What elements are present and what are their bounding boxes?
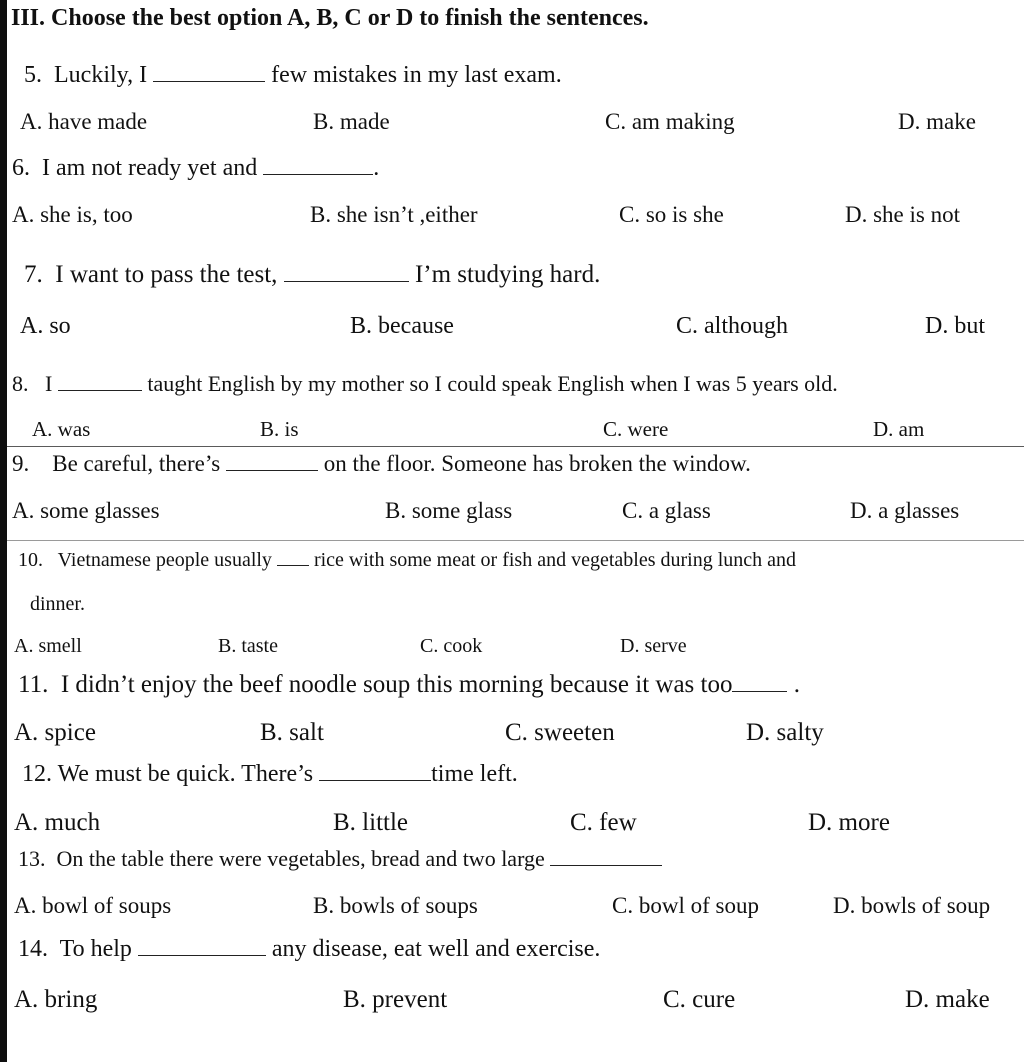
question-text-after: . <box>373 155 380 181</box>
option-b: B. is <box>260 417 299 441</box>
option-a: A. have made <box>20 109 148 134</box>
option-d: D. she is not <box>845 202 960 227</box>
answer-blank <box>550 864 662 866</box>
option-d: D. salty <box>746 719 824 746</box>
question-text-before: I am not ready yet and <box>42 155 258 181</box>
section-heading: III. Choose the best option A, B, C or D to finish the sentences. <box>11 5 649 31</box>
question-text-after: on the floor. Someone has broken the window. <box>323 451 751 476</box>
option-b: B. bowls of soups <box>313 893 478 918</box>
question-text-after: taught English by my mother so I could speak English when I was 5 years old. <box>147 371 838 396</box>
question-number: 9. <box>12 451 30 476</box>
option-b: B. taste <box>218 635 278 657</box>
option-b: B. she isn’t ,either <box>310 202 478 227</box>
answer-blank <box>138 954 266 956</box>
question-9 <box>12 452 751 475</box>
question-text-before: I want to pass the test, <box>55 261 278 288</box>
option-c: C. sweeten <box>505 719 615 746</box>
option-c: C. am making <box>605 109 735 134</box>
answer-blank <box>58 389 142 391</box>
answer-blank <box>277 564 309 566</box>
question-number: 5. <box>24 62 42 88</box>
option-b: B. some glass <box>385 498 513 523</box>
question-text-after: few mistakes in my last exam. <box>271 62 562 88</box>
question-13 <box>18 848 662 870</box>
option-c: C. cook <box>420 635 483 657</box>
question-6 <box>12 156 379 180</box>
question-text-after: any disease, eat well and exercise. <box>271 936 601 962</box>
option-c: C. although <box>676 313 788 339</box>
option-d: D. am <box>873 417 925 441</box>
question-text-before: I didn’t enjoy the beef noodle soup this morning because it was too <box>60 671 733 698</box>
option-c: C. bowl of soup <box>612 893 759 918</box>
option-b: B. because <box>350 313 454 339</box>
option-a: A. bring <box>14 986 98 1013</box>
answer-blank <box>153 80 265 82</box>
question-text-before: On the table there were vegetables, bread and two large <box>56 846 545 871</box>
option-d: D. a glasses <box>850 498 960 523</box>
divider <box>7 446 1024 447</box>
question-number: 10. <box>18 549 43 571</box>
question-number: 8. <box>12 371 29 396</box>
question-number: 13. <box>18 846 46 871</box>
question-number: 11. <box>18 671 49 698</box>
question-text-after: rice with some meat or fish and vegetables during lunch and <box>313 549 797 571</box>
answer-blank <box>226 469 318 471</box>
question-number: 12. <box>22 761 52 787</box>
question-10-continuation: dinner. <box>30 593 85 615</box>
question-5 <box>24 63 562 87</box>
question-8 <box>12 373 838 395</box>
answer-blank <box>732 690 787 692</box>
option-c: C. a glass <box>622 498 711 523</box>
option-a: A. spice <box>14 719 96 746</box>
option-d: D. make <box>905 986 990 1013</box>
option-d: D. make <box>898 109 976 134</box>
question-11 <box>18 672 800 697</box>
question-10 <box>18 550 796 570</box>
question-text-after: time left. <box>431 761 518 787</box>
option-d: D. but <box>925 313 985 339</box>
option-b: B. little <box>333 809 408 836</box>
question-text-before: I <box>45 371 53 396</box>
question-text-after: . <box>793 671 800 698</box>
answer-blank <box>319 779 431 781</box>
divider <box>7 540 1024 541</box>
option-c: C. so is she <box>619 202 724 227</box>
option-c: C. cure <box>663 986 736 1013</box>
question-text-before: Be careful, there’s <box>52 451 221 476</box>
option-d: D. bowls of soup <box>833 893 991 918</box>
answer-blank <box>284 280 409 282</box>
question-text-before: Luckily, I <box>54 62 148 88</box>
question-7 <box>24 262 600 287</box>
question-text-before: To help <box>59 936 132 962</box>
option-a: A. bowl of soups <box>14 893 172 918</box>
option-a: A. was <box>32 417 91 441</box>
question-14 <box>18 937 600 961</box>
option-d: D. serve <box>620 635 687 657</box>
question-number: 6. <box>12 155 30 181</box>
option-a: A. much <box>14 809 101 836</box>
question-text-after: I’m studying hard. <box>414 261 601 288</box>
question-number: 7. <box>24 261 43 288</box>
scan-edge <box>0 0 7 1062</box>
option-d: D. more <box>808 809 890 836</box>
option-b: B. prevent <box>343 986 448 1013</box>
option-c: C. few <box>570 809 637 836</box>
question-text-before: Vietnamese people usually <box>57 549 272 571</box>
option-c: C. were <box>603 417 669 441</box>
option-b: B. made <box>313 109 390 134</box>
answer-blank <box>263 173 373 175</box>
option-a: A. so <box>20 313 71 339</box>
question-text-before: We must be quick. There’s <box>57 761 314 787</box>
option-a: A. she is, too <box>12 202 133 227</box>
question-number: 14. <box>18 936 48 962</box>
question-12 <box>22 762 518 786</box>
option-a: A. smell <box>14 635 82 657</box>
option-a: A. some glasses <box>12 498 160 523</box>
option-b: B. salt <box>260 719 324 746</box>
